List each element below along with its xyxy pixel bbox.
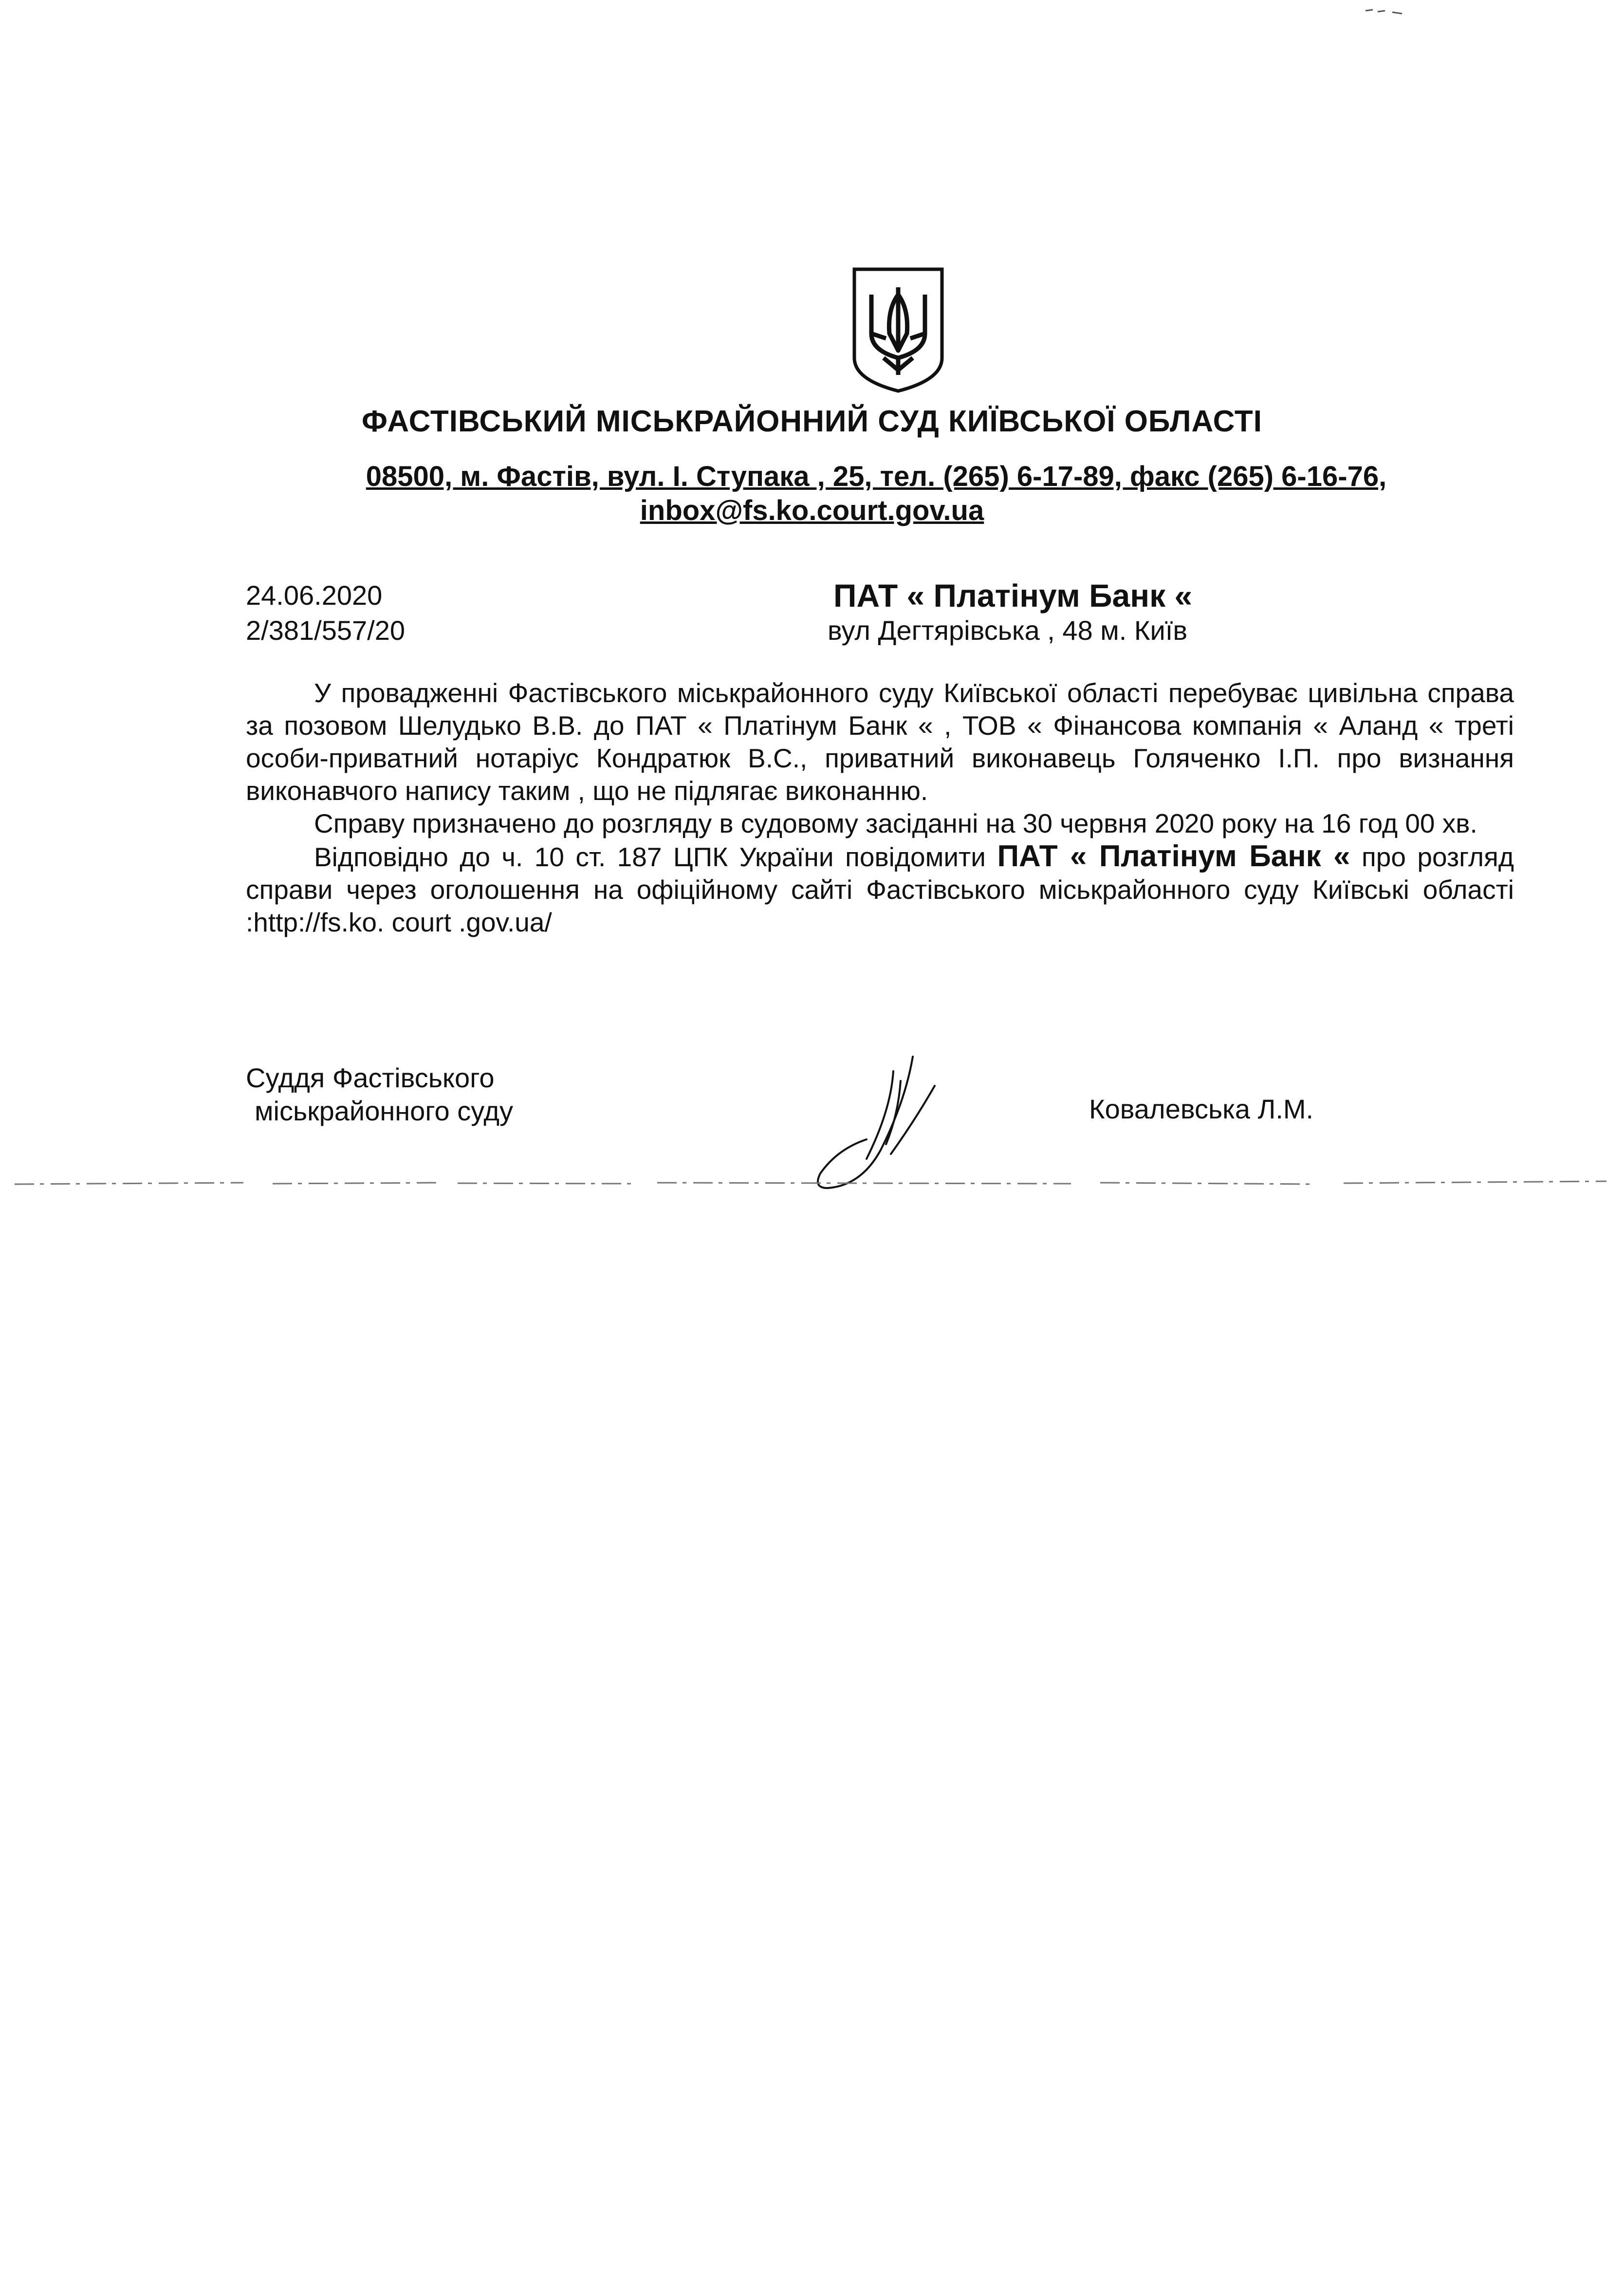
- body-paragraph-3-bank: ПАТ « Платінум Банк «: [997, 839, 1350, 873]
- body-paragraph-3-intro: Відповідно до ч. 10 ст. 187 ЦПК України повідомити: [314, 842, 986, 872]
- judge-name: Ковалевська Л.М.: [1089, 1094, 1314, 1124]
- document-date: 24.06.2020: [246, 580, 383, 611]
- letter-body: [246, 677, 1514, 939]
- body-paragraph-1-text: У провадженні Фастівського міськрайонного суду Київської області перебуває цивільна справа за позовом Шелудько В.В. до ПАТ « Платінум Банк « , ТОВ « Фінансова компанія « Аланд « треті особи-приватний нотаріус Кондратюк В.С., приватний виконавець Голяченко І.П. про визнання виконавчого напису таким , що не підлягає виконанню.: [246, 678, 1514, 806]
- judge-title-line-2: міськрайонного суду: [255, 1096, 514, 1126]
- recipient-name: ПАТ « Платінум Банк «: [833, 577, 1193, 614]
- recipient-address: вул Дегтярівська , 48 м. Київ: [828, 615, 1188, 646]
- page-fold-line: [0, 1178, 1624, 1188]
- body-paragraph-1: [246, 677, 1514, 807]
- body-paragraph-2-text: Справу призначено до розгляду в судовому засіданні на 30 червня 2020 року на 16 год 00 хв.: [314, 808, 1477, 838]
- judge-title: [246, 1061, 513, 1128]
- body-paragraph-3: [246, 840, 1514, 939]
- body-paragraph-3-rest: про розгляд справи через оголошення на офіційному сайті Фастівського міськрайонного суду Київські області :http://fs.ko. court .gov.ua/: [246, 842, 1514, 937]
- scan-artifact: [1363, 5, 1407, 15]
- body-paragraph-2: [246, 807, 1514, 840]
- coat-of-arms-emblem: [849, 265, 947, 394]
- court-name-heading: ФАСТІВСЬКИЙ МІСЬКРАЙОННИЙ СУД КИЇВСЬКОЇ ОБЛАСТІ: [361, 405, 1263, 438]
- judge-title-line-1: Суддя Фастівського: [246, 1062, 495, 1093]
- case-reference: 2/381/557/20: [246, 615, 405, 646]
- court-address: 08500, м. Фастів, вул. І. Ступака , 25, тел. (265) 6-17-89, факс (265) 6-16-76,: [366, 461, 1387, 492]
- handwritten-signature: [808, 1042, 954, 1193]
- court-email: inbox@fs.ko.court.gov.ua: [640, 495, 984, 526]
